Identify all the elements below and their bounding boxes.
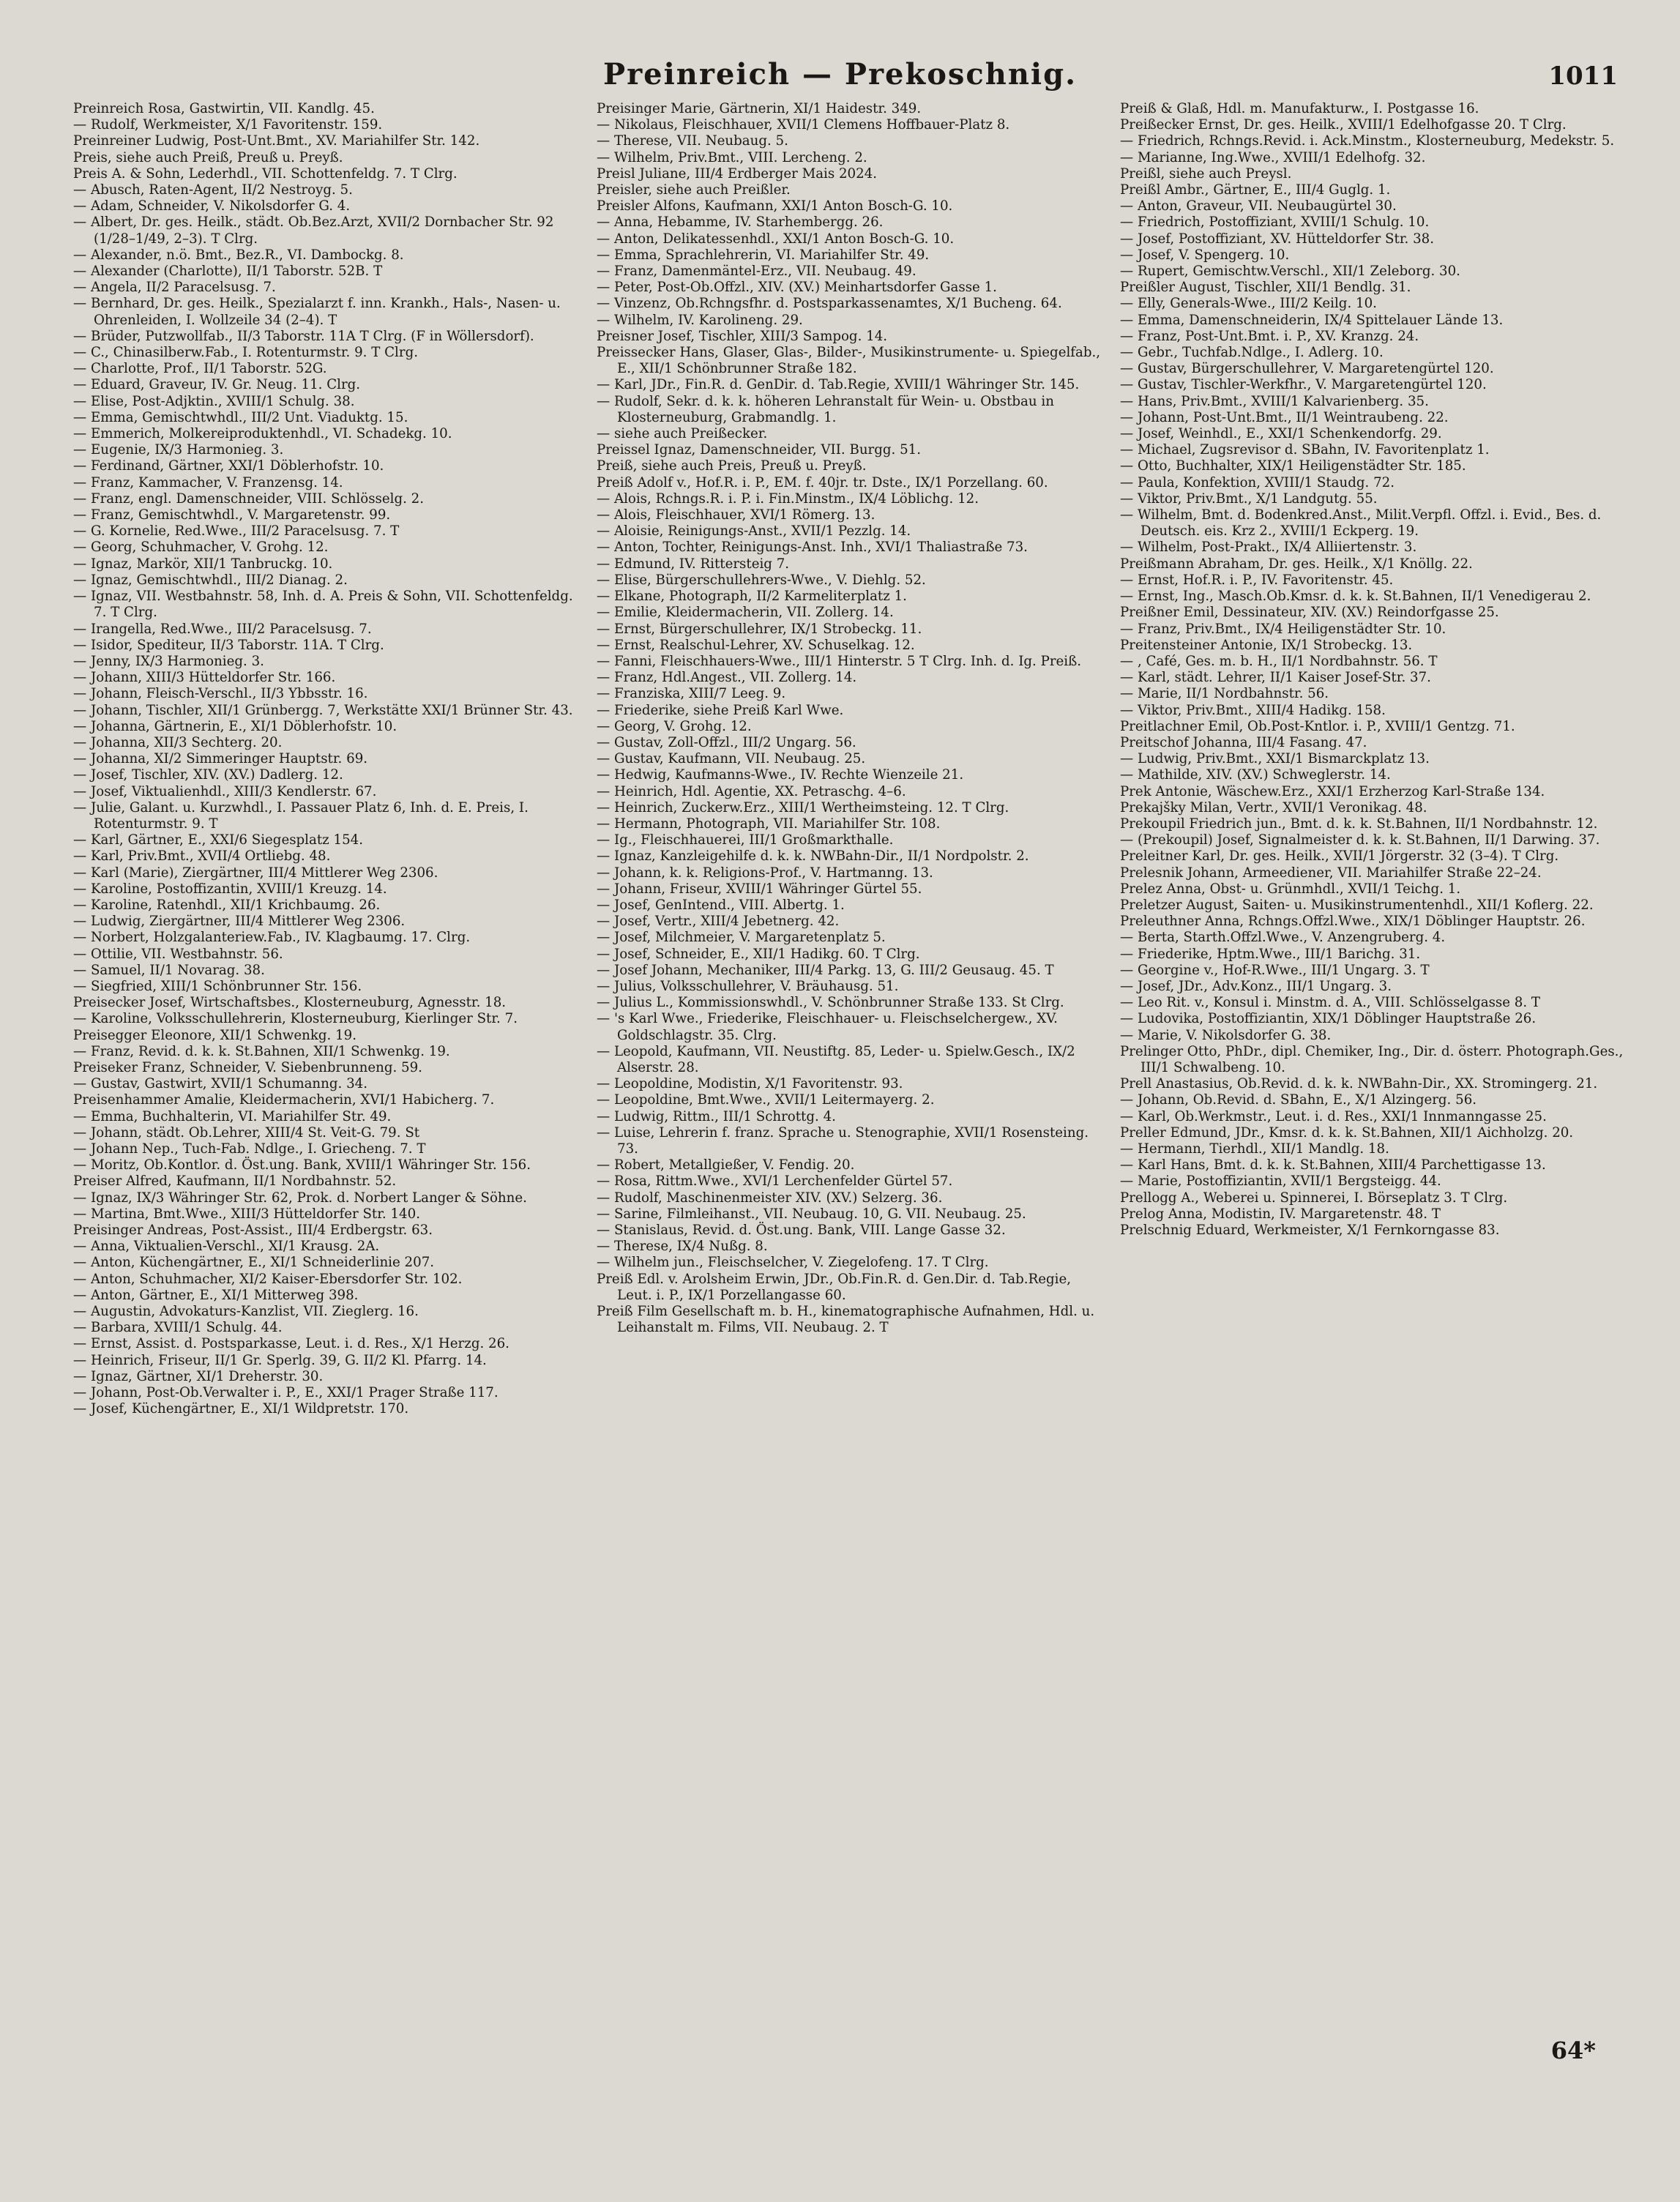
directory-entry: — Franz, Gemischtwhdl., V. Margaretenstr. 99. xyxy=(73,507,391,523)
directory-entry: — Edmund, IV. Rittersteig 7. xyxy=(597,556,790,572)
directory-entry: — Brüder, Putzwollfab., II/3 Taborstr. 11A T Clrg. (F in Wöllersdorf). xyxy=(73,328,534,344)
directory-entry: — Johann, Fleisch-Verschl., II/3 Ybbsstr. 16. xyxy=(73,686,368,702)
directory-entry: — Michael, Zugsrevisor d. SBahn, IV. Favoritenplatz 1. xyxy=(1120,442,1490,458)
directory-entry: — Franz, Damenmäntel-Erz., VII. Neubaug. 49. xyxy=(597,264,916,280)
directory-entry: — Ignaz, Kanzleigehilfe d. k. k. NWBahn-Dir., II/1 Nordpolstr. 2. xyxy=(597,848,1029,865)
directory-entry: Preiß Adolf v., Hof.R. i. P., EM. f. 40jr. tr. Dste., IX/1 Porzellang. 60. xyxy=(597,474,1048,490)
directory-entry: — Franz, Post-Unt.Bmt. i. P., XV. Kranzg. 24. xyxy=(1120,328,1419,344)
directory-entry: — Otto, Buchhalter, XIX/1 Heiligenstädter Str. 185. xyxy=(1120,458,1466,474)
directory-entry: Preiß Film Gesellschaft m. b. H., kinematographische Aufnahmen, Hdl. u. Leihanstalt m. Films, VII. Neubaug. 2. T xyxy=(597,1304,1095,1336)
directory-entry: — Johann, k. k. Religions-Prof., V. Hartmanng. 13. xyxy=(597,865,933,881)
directory-entry: — Karoline, Volksschullehrerin, Klosterneuburg, Kierlinger Str. 7. xyxy=(73,1011,518,1027)
directory-entry: Prell Anastasius, Ob.Revid. d. k. k. NWBahn-Dir., XX. Stromingerg. 21. xyxy=(1120,1076,1598,1092)
directory-entry: — Fanni, Fleischhauers-Wwe., III/1 Hinterstr. 5 T Clrg. Inh. d. Ig. Preiß. xyxy=(597,653,1082,669)
directory-entry: Preisinger Marie, Gärtnerin, XI/1 Haidestr. 349. xyxy=(597,101,922,116)
directory-entry: — Karoline, Ratenhdl., XII/1 Krichbaumg. 26. xyxy=(73,897,381,913)
directory-entry: — Franz, Revid. d. k. k. St.Bahnen, XII/1 Schwenkg. 19. xyxy=(73,1043,450,1059)
directory-entry: Preißecker Ernst, Dr. ges. Heilk., XVIII/1 Edelhofgasse 20. T Clrg. xyxy=(1120,117,1567,133)
directory-entry: — Anton, Delikatessenhdl., XXI/1 Anton Bosch-G. 10. xyxy=(597,231,955,247)
directory-entry: — Rupert, Gemischtw.Verschl., XII/1 Zeleborg. 30. xyxy=(1120,264,1460,280)
directory-entry: — G. Kornelie, Red.Wwe., III/2 Paracelsusg. 7. T xyxy=(73,523,400,540)
directory-entry: — Elise, Post-Adjktin., XVIII/1 Schulg. 38. xyxy=(73,393,355,409)
directory-entry: — Charlotte, Prof., II/1 Taborstr. 52G. xyxy=(73,361,327,377)
directory-entry: Preißl, siehe auch Preysl. xyxy=(1120,165,1292,182)
directory-entry: Preiser Alfred, Kaufmann, II/1 Nordbahnstr. 52. xyxy=(73,1173,397,1190)
directory-entry: — Josef, GenIntend., VIII. Albertg. 1. xyxy=(597,897,845,913)
directory-entry: Preleuthner Anna, Rchngs.Offzl.Wwe., XIX/1 Döblinger Hauptstr. 26. xyxy=(1120,914,1586,930)
directory-entry: — Johanna, XII/3 Sechterg. 20. xyxy=(73,734,283,750)
directory-entry: Preitlachner Emil, Ob.Post-Kntlor. i. P., XVIII/1 Gentzg. 71. xyxy=(1120,718,1515,734)
directory-entry: — Emma, Gemischtwhdl., III/2 Unt. Viaduktg. 15. xyxy=(73,409,408,425)
directory-entry: — Elly, Generals-Wwe., III/2 Keilg. 10. xyxy=(1120,296,1377,312)
directory-entry: Preinreiner Ludwig, Post-Unt.Bmt., XV. Mariahilfer Str. 142. xyxy=(73,133,480,149)
directory-entry: — Friedrich, Postoffiziant, XVIII/1 Schulg. 10. xyxy=(1120,214,1430,231)
directory-entry: — Julie, Galant. u. Kurzwhdl., I. Passauer Platz 6, Inh. d. E. Preis, I. Rotenturmstr. 9. T xyxy=(73,799,529,832)
directory-entry: — Ig., Fleischhauerei, III/1 Großmarkthalle. xyxy=(597,832,894,848)
directory-entry: — Eduard, Graveur, IV. Gr. Neug. 11. Clrg. xyxy=(73,377,361,393)
directory-entry: — Julius, Volksschullehrer, V. Bräuhausg. 51. xyxy=(597,978,899,994)
directory-entry: — , Café, Ges. m. b. H., II/1 Nordbahnstr. 56. T xyxy=(1120,653,1438,669)
column-right xyxy=(1120,101,1625,2048)
directory-entry: — Martina, Bmt.Wwe., XIII/3 Hütteldorfer Str. 140. xyxy=(73,1206,420,1222)
directory-entry: — Eugenie, IX/3 Harmonieg. 3. xyxy=(73,442,284,458)
directory-entry: Prekoupil Friedrich jun., Bmt. d. k. k. St.Bahnen, II/1 Nordbahnstr. 12. xyxy=(1120,816,1598,832)
directory-entry: — Ferdinand, Gärtner, XXI/1 Döblerhofstr. 10. xyxy=(73,458,384,474)
directory-entry: — Ernst, Hof.R. i. P., IV. Favoritenstr. 45. xyxy=(1120,572,1394,588)
directory-entry: — Bernhard, Dr. ges. Heilk., Spezialarzt f. inn. Krankh., Hals-, Nasen- u. Ohrenleiden, I. Wollzeile 34 (2–4). T xyxy=(73,296,561,328)
directory-entry: — Josef, Schneider, E., XII/1 Hadikg. 60. T Clrg. xyxy=(597,946,920,962)
directory-entry: — Franz, Priv.Bmt., IX/4 Heiligenstädter Str. 10. xyxy=(1120,621,1446,637)
directory-entry: Prelez Anna, Obst- u. Grünmhdl., XVII/1 Teichg. 1. xyxy=(1120,881,1461,897)
directory-entry: — Josef, Tischler, XIV. (XV.) Dadlerg. 12. xyxy=(73,767,343,783)
directory-entry: Preisinger Andreas, Post-Assist., III/4 Erdbergstr. 63. xyxy=(73,1223,433,1239)
directory-entry: — Ludwig, Ziergärtner, III/4 Mittlerer Weg 2306. xyxy=(73,914,406,930)
directory-entry: — Alois, Rchngs.R. i. P. i. Fin.Minstm., IX/4 Löblichg. 12. xyxy=(597,490,979,507)
directory-entry: — Julius L., Kommissionswhdl., V. Schönbrunner Straße 133. St Clrg. xyxy=(597,995,1064,1011)
directory-entry: — Hedwig, Kaufmanns-Wwe., IV. Rechte Wienzeile 21. xyxy=(597,767,964,783)
directory-entry: Preinreich Rosa, Gastwirtin, VII. Kandlg. 45. xyxy=(73,101,375,116)
directory-entry: — Ludwig, Rittm., III/1 Schrottg. 4. xyxy=(597,1108,836,1124)
directory-entry: Preleitner Karl, Dr. ges. Heilk., XVII/1 Jörgerstr. 32 (3–4). T Clrg. xyxy=(1120,848,1559,865)
directory-entry: — (Prekoupil) Josef, Signalmeister d. k. k. St.Bahnen, II/1 Darwing. 37. xyxy=(1120,832,1600,848)
directory-entry: — Johann, Post-Ob.Verwalter i. P., E., XXI/1 Prager Straße 117. xyxy=(73,1385,499,1401)
directory-entry: — Augustin, Advokaturs-Kanzlist, VII. Zieglerg. 16. xyxy=(73,1304,419,1320)
directory-entry: — Johann, städt. Ob.Lehrer, XIII/4 St. Veit-G. 79. St xyxy=(73,1124,420,1141)
directory-entry: — Marie, II/1 Nordbahnstr. 56. xyxy=(1120,686,1329,702)
directory-entry: — Franz, Hdl.Angest., VII. Zollerg. 14. xyxy=(597,670,857,686)
page-number: 1011 xyxy=(1548,61,1618,91)
directory-entry: — Leopoldine, Bmt.Wwe., XVII/1 Leitermayerg. 2. xyxy=(597,1092,935,1108)
directory-entry: — Georg, Schuhmacher, V. Grohg. 12. xyxy=(73,540,329,556)
directory-entry: — Johann Nep., Tuch-Fab. Ndlge., I. Griecheng. 7. T xyxy=(73,1141,426,1157)
directory-entry: — Stanislaus, Revid. d. Öst.ung. Bank, VIII. Lange Gasse 32. xyxy=(597,1223,1006,1239)
directory-entry: — Gustav, Bürgerschullehrer, V. Margaretengürtel 120. xyxy=(1120,361,1494,377)
directory-entry: — Aloisie, Reinigungs-Anst., XVII/1 Pezzlg. 14. xyxy=(597,523,911,540)
directory-entry: — Marianne, Ing.Wwe., XVIII/1 Edelhofg. 32. xyxy=(1120,149,1426,165)
directory-entry: — Karl, JDr., Fin.R. d. GenDir. d. Tab.Regie, XVIII/1 Währinger Str. 145. xyxy=(597,377,1080,393)
directory-entry: — Heinrich, Hdl. Agentie, XX. Petraschg. 4–6. xyxy=(597,783,906,799)
directory-entry: — Emma, Buchhalterin, VI. Mariahilfer Str. 49. xyxy=(73,1108,392,1124)
directory-entry: Preletzer August, Saiten- u. Musikinstrumentenhdl., XII/1 Koflerg. 22. xyxy=(1120,897,1594,913)
directory-entry: — Karoline, Postoffizantin, XVIII/1 Kreuzg. 14. xyxy=(73,881,387,897)
directory-entry: Preißner Emil, Dessinateur, XIV. (XV.) Reindorfgasse 25. xyxy=(1120,605,1499,621)
directory-entry: Preitschof Johanna, III/4 Fasang. 47. xyxy=(1120,734,1367,750)
directory-columns xyxy=(73,101,1625,2048)
directory-entry: Preis, siehe auch Preiß, Preuß u. Preyß. xyxy=(73,149,343,165)
directory-entry: — Nikolaus, Fleischhauer, XVII/1 Clemens Hoffbauer-Platz 8. xyxy=(597,117,1010,133)
column-middle xyxy=(597,101,1102,2048)
directory-entry: Prelschnig Eduard, Werkmeister, X/1 Fernkorngasse 83. xyxy=(1120,1223,1500,1239)
directory-entry: — Georgine v., Hof-R.Wwe., III/1 Ungarg. 3. T xyxy=(1120,962,1430,978)
directory-entry: — Luise, Lehrerin f. franz. Sprache u. Stenographie, XVII/1 Rosensteing. 73. xyxy=(597,1124,1089,1157)
directory-entry: — Alexander (Charlotte), II/1 Taborstr. 52B. T xyxy=(73,264,383,280)
directory-entry: — Peter, Post-Ob.Offzl., XIV. (XV.) Meinhartsdorfer Gasse 1. xyxy=(597,280,997,296)
directory-entry: — Friederike, Hptm.Wwe., III/1 Barichg. 31. xyxy=(1120,946,1421,962)
directory-entry: — Viktor, Priv.Bmt., XIII/4 Hadikg. 158. xyxy=(1120,702,1386,718)
directory-entry: Preiß, siehe auch Preis, Preuß u. Preyß. xyxy=(597,458,867,474)
directory-entry: — Rosa, Rittm.Wwe., XVI/1 Lerchenfelder Gürtel 57. xyxy=(597,1173,953,1190)
directory-entry: Prelesnik Johann, Armeediener, VII. Mariahilfer Straße 22–24. xyxy=(1120,865,1542,881)
directory-entry: — Emma, Sprachlehrerin, VI. Mariahilfer Str. 49. xyxy=(597,247,930,263)
directory-entry: — Josef, Küchengärtner, E., XI/1 Wildpretstr. 170. xyxy=(73,1401,409,1417)
directory-entry: — Wilhelm, Priv.Bmt., VIII. Lercheng. 2. xyxy=(597,149,867,165)
directory-entry: — Anna, Viktualien-Verschl., XI/1 Krausg. 2A. xyxy=(73,1239,380,1255)
directory-entry: — Rudolf, Maschinenmeister XIV. (XV.) Selzerg. 36. xyxy=(597,1190,943,1206)
directory-entry: — Rudolf, Sekr. d. k. k. höheren Lehranstalt für Wein- u. Obstbau in Klosterneuburg, Grabmandlg. 1. xyxy=(597,393,1054,425)
directory-entry: — Anton, Gärtner, E., XI/1 Mitterweg 398. xyxy=(73,1287,359,1303)
directory-entry: — Gustav, Tischler-Werkfhr., V. Margaretengürtel 120. xyxy=(1120,377,1487,393)
directory-entry: — Franziska, XIII/7 Leeg. 9. xyxy=(597,686,786,702)
directory-entry: — Hermann, Tierhdl., XII/1 Mandlg. 18. xyxy=(1120,1141,1389,1157)
directory-entry: — Heinrich, Zuckerw.Erz., XIII/1 Wertheimsteing. 12. T Clrg. xyxy=(597,799,1009,816)
directory-entry: Prellogg A., Weberei u. Spinnerei, I. Börseplatz 3. T Clrg. xyxy=(1120,1190,1508,1206)
directory-entry: — Leopoldine, Modistin, X/1 Favoritenstr. 93. xyxy=(597,1076,903,1092)
directory-entry: — Josef, Weinhdl., E., XXI/1 Schenkendorfg. 29. xyxy=(1120,426,1442,442)
directory-entry: — Heinrich, Friseur, II/1 Gr. Sperlg. 39, G. II/2 Kl. Pfarrg. 14. xyxy=(73,1352,487,1368)
directory-entry: Preisler Alfons, Kaufmann, XXI/1 Anton Bosch-G. 10. xyxy=(597,198,953,214)
directory-entry: — Johann, Friseur, XVIII/1 Währinger Gürtel 55. xyxy=(597,881,922,897)
directory-entry: — Ernst, Assist. d. Postsparkasse, Leut. i. d. Res., X/1 Herzg. 26. xyxy=(73,1336,509,1352)
directory-entry: — Ignaz, Gemischtwhdl., III/2 Dianag. 2. xyxy=(73,572,348,588)
directory-entry: — Ludwig, Priv.Bmt., XXI/1 Bismarckplatz 13. xyxy=(1120,751,1430,767)
directory-entry: — Alois, Fleischhauer, XVI/1 Römerg. 13. xyxy=(597,507,876,523)
directory-entry: — Ernst, Ing., Masch.Ob.Kmsr. d. k. k. St.Bahnen, II/1 Venedigerau 2. xyxy=(1120,589,1591,605)
directory-entry: — Berta, Starth.Offzl.Wwe., V. Anzengruberg. 4. xyxy=(1120,930,1446,946)
directory-entry: — Therese, IX/4 Nußg. 8. xyxy=(597,1239,768,1255)
directory-entry: — Ignaz, VII. Westbahnstr. 58, Inh. d. A. Preis & Sohn, VII. Schottenfeldg. 7. T Clrg. xyxy=(73,589,573,621)
directory-entry: — Marie, Postoffiziantin, XVII/1 Bergsteigg. 44. xyxy=(1120,1173,1441,1190)
directory-entry: — Wilhelm, Post-Prakt., IX/4 Alliiertenstr. 3. xyxy=(1120,540,1417,556)
directory-entry: Preisler, siehe auch Preißler. xyxy=(597,182,791,198)
directory-entry: — Siegfried, XIII/1 Schönbrunner Str. 156. xyxy=(73,978,362,994)
directory-entry: — Ernst, Realschul-Lehrer, XV. Schuselkag. 12. xyxy=(597,637,915,653)
directory-entry: — Gustav, Kaufmann, VII. Neubaug. 25. xyxy=(597,751,866,767)
directory-entry: — Barbara, XVIII/1 Schulg. 44. xyxy=(73,1320,283,1336)
directory-entry: — Franz, Kammacher, V. Franzensg. 14. xyxy=(73,474,343,490)
page-header xyxy=(0,57,1680,101)
directory-entry: — Isidor, Spediteur, II/3 Taborstr. 11A. T Clrg. xyxy=(73,637,384,653)
directory-entry: — Angela, II/2 Paracelsusg. 7. xyxy=(73,280,276,296)
directory-entry: — siehe auch Preißecker. xyxy=(597,426,768,442)
directory-entry: Preissecker Hans, Glaser, Glas-, Bilder-, Musikinstrumente- u. Spiegelfab., E., XII/1 Schönbrunner Straße 182. xyxy=(597,345,1101,377)
directory-entry: — Abusch, Raten-Agent, II/2 Nestroyg. 5. xyxy=(73,182,353,198)
page-title: Preinreich — Prekoschnig. xyxy=(602,57,1077,92)
directory-entry: — Anton, Schuhmacher, XI/2 Kaiser-Ebersdorfer Str. 102. xyxy=(73,1271,463,1287)
directory-entry: Preißl Ambr., Gärtner, E., III/4 Guglg. 1. xyxy=(1120,182,1391,198)
directory-entry: — Josef Johann, Mechaniker, III/4 Parkg. 13, G. III/2 Geusaug. 45. T xyxy=(597,962,1054,978)
directory-entry: — Leopold, Kaufmann, VII. Neustiftg. 85, Leder- u. Spielw.Gesch., IX/2 Alserstr. 28. xyxy=(597,1043,1075,1075)
directory-entry: Preitensteiner Antonie, IX/1 Strobeckg. 13. xyxy=(1120,637,1413,653)
directory-entry: — Josef, Milchmeier, V. Margaretenplatz 5. xyxy=(597,930,886,946)
directory-entry: — Josef, JDr., Adv.Konz., III/1 Ungarg. 3. xyxy=(1120,978,1392,994)
directory-entry: — Vinzenz, Ob.Rchngsfhr. d. Postsparkassenamtes, X/1 Bucheng. 64. xyxy=(597,296,1062,312)
directory-entry: — C., Chinasilberw.Fab., I. Rotenturmstr. 9. T Clrg. xyxy=(73,345,418,361)
sheet-mark: 64* xyxy=(1550,2037,1596,2064)
directory-entry: — Karl, städt. Lehrer, II/1 Kaiser Josef-Str. 37. xyxy=(1120,670,1431,686)
directory-entry: Preisenhammer Amalie, Kleidermacherin, XVI/1 Habicherg. 7. xyxy=(73,1092,495,1108)
directory-entry: Preisner Josef, Tischler, XIII/3 Sampog. 14. xyxy=(597,328,888,344)
directory-entry: — Viktor, Priv.Bmt., X/1 Landgutg. 55. xyxy=(1120,490,1378,507)
directory-entry: — Emmerich, Molkereiproduktenhdl., VI. Schadekg. 10. xyxy=(73,426,452,442)
directory-entry: Prelinger Otto, PhDr., dipl. Chemiker, Ing., Dir. d. österr. Photograph.Ges., III/1 Schwalbeng. 10. xyxy=(1120,1043,1624,1075)
directory-entry: — Anton, Graveur, VII. Neubaugürtel 30. xyxy=(1120,198,1397,214)
directory-entry: — Gustav, Gastwirt, XVII/1 Schumanng. 34. xyxy=(73,1076,367,1092)
directory-entry: — Marie, V. Nikolsdorfer G. 38. xyxy=(1120,1027,1332,1043)
directory-entry: — Wilhelm jun., Fleischselcher, V. Ziegelofeng. 17. T Clrg. xyxy=(597,1255,989,1271)
directory-entry: — Josef, Postoffiziant, XV. Hütteldorfer Str. 38. xyxy=(1120,231,1435,247)
directory-entry: — Johann, Post-Unt.Bmt., II/1 Weintraubeng. 22. xyxy=(1120,409,1449,425)
directory-entry: — Karl, Ob.Werkmstr., Leut. i. d. Res., XXI/1 Innmanngasse 25. xyxy=(1120,1108,1547,1124)
directory-entry: — Paula, Konfektion, XVIII/1 Staudg. 72. xyxy=(1120,474,1395,490)
directory-entry: Prelog Anna, Modistin, IV. Margaretenstr. 48. T xyxy=(1120,1206,1441,1222)
directory-entry: — Ignaz, IX/3 Währinger Str. 62, Prok. d. Norbert Langer & Söhne. xyxy=(73,1190,527,1206)
directory-entry: — Karl Hans, Bmt. d. k. k. St.Bahnen, XIII/4 Parchettigasse 13. xyxy=(1120,1157,1546,1173)
directory-entry: Preisegger Eleonore, XII/1 Schwenkg. 19. xyxy=(73,1027,356,1043)
directory-entry: — Ignaz, Gärtner, XI/1 Dreherstr. 30. xyxy=(73,1368,324,1384)
column-left xyxy=(73,101,578,2048)
directory-entry: — Georg, V. Grohg. 12. xyxy=(597,718,752,734)
directory-entry: Preisl Juliane, III/4 Erdberger Mais 2024. xyxy=(597,165,878,182)
directory-entry: — Karl, Priv.Bmt., XVII/4 Ortliebg. 48. xyxy=(73,848,331,865)
directory-entry: — Ottilie, VII. Westbahnstr. 56. xyxy=(73,946,283,962)
directory-entry: Preiß & Glaß, Hdl. m. Manufakturw., I. Postgasse 16. xyxy=(1120,101,1479,116)
directory-entry: — Josef, Vertr., XIII/4 Jebetnerg. 42. xyxy=(597,914,840,930)
directory-entry: — Karl (Marie), Ziergärtner, III/4 Mittlerer Weg 2306. xyxy=(73,865,438,881)
directory-entry: Prekajšky Milan, Vertr., XVII/1 Veronikag. 48. xyxy=(1120,799,1427,816)
directory-entry: — Albert, Dr. ges. Heilk., städt. Ob.Bez.Arzt, XVII/2 Dornbacher Str. 92 (1/28–1/49, 2–3). T Clrg. xyxy=(73,214,554,247)
directory-entry: Preißler August, Tischler, XII/1 Bendlg. 31. xyxy=(1120,280,1411,296)
directory-entry: — Hans, Priv.Bmt., XVIII/1 Kalvarienberg. 35. xyxy=(1120,393,1429,409)
directory-entry: — Ludovika, Postoffiziantin, XIX/1 Döblinger Hauptstraße 26. xyxy=(1120,1011,1537,1027)
directory-entry: Preller Edmund, JDr., Kmsr. d. k. k. St.Bahnen, XII/1 Aichholzg. 20. xyxy=(1120,1124,1574,1141)
directory-entry: — 's Karl Wwe., Friederike, Fleischhauer- u. Fleischselchergew., XV. Goldschlagstr. 35. Clrg. xyxy=(597,1011,1058,1043)
directory-entry: — Anton, Küchengärtner, E., XI/1 Schneiderlinie 207. xyxy=(73,1255,435,1271)
directory-entry: — Ignaz, Markör, XII/1 Tanbruckg. 10. xyxy=(73,556,333,572)
directory-entry: — Therese, VII. Neubaug. 5. xyxy=(597,133,788,149)
directory-entry: — Adam, Schneider, V. Nikolsdorfer G. 4. xyxy=(73,198,351,214)
directory-entry: — Johann, Ob.Revid. d. SBahn, E., X/1 Alzingerg. 56. xyxy=(1120,1092,1477,1108)
directory-entry: — Sarine, Filmleihanst., VII. Neubaug. 10, G. VII. Neubaug. 25. xyxy=(597,1206,1026,1222)
directory-entry: Prek Antonie, Wäschew.Erz., XXI/1 Erzherzog Karl-Straße 134. xyxy=(1120,783,1545,799)
directory-entry: — Mathilde, XIV. (XV.) Schweglerstr. 14. xyxy=(1120,767,1391,783)
directory-entry: Preis A. & Sohn, Lederhdl., VII. Schottenfeldg. 7. T Clrg. xyxy=(73,165,458,182)
directory-entry: Preiß Edl. v. Arolsheim Erwin, JDr., Ob.Fin.R. d. Gen.Dir. d. Tab.Regie, Leut. i. P., IX/1 Porzellangasse 60. xyxy=(597,1271,1072,1303)
directory-entry: — Josef, Viktualienhdl., XIII/3 Kendlerstr. 67. xyxy=(73,783,377,799)
directory-entry: — Anna, Hebamme, IV. Starhembergg. 26. xyxy=(597,214,884,231)
directory-entry: — Moritz, Ob.Kontlor. d. Öst.ung. Bank, XVIII/1 Währinger Str. 156. xyxy=(73,1157,531,1173)
directory-entry: — Wilhelm, Bmt. d. Bodenkred.Anst., Milit.Verpfl. Offzl. i. Evid., Bes. d. Deutsch. eis. Krz 2., XVIII/1 Eckperg. 19. xyxy=(1120,507,1602,540)
directory-entry: — Leo Rit. v., Konsul i. Minstm. d. A., VIII. Schlösselgasse 8. T xyxy=(1120,995,1541,1011)
directory-entry: Preiseker Franz, Schneider, V. Siebenbrunneng. 59. xyxy=(73,1059,422,1075)
directory-entry: — Gebr., Tuchfab.Ndlge., I. Adlerg. 10. xyxy=(1120,345,1384,361)
directory-entry: — Karl, Gärtner, E., XXI/6 Siegesplatz 154. xyxy=(73,832,364,848)
directory-entry: — Johann, XIII/3 Hütteldorfer Str. 166. xyxy=(73,670,336,686)
directory-entry: — Robert, Metallgießer, V. Fendig. 20. xyxy=(597,1157,855,1173)
directory-entry: Preisecker Josef, Wirtschaftsbes., Klosterneuburg, Agnesstr. 18. xyxy=(73,995,507,1011)
directory-entry: — Wilhelm, IV. Karolineng. 29. xyxy=(597,312,803,328)
directory-entry: Preißmann Abraham, Dr. ges. Heilk., X/1 Knöllg. 22. xyxy=(1120,556,1473,572)
directory-entry: — Emilie, Kleidermacherin, VII. Zollerg. 14. xyxy=(597,605,894,621)
directory-entry: — Anton, Tochter, Reinigungs-Anst. Inh., XVI/1 Thaliastraße 73. xyxy=(597,540,1028,556)
directory-entry: — Johann, Tischler, XII/1 Grünbergg. 7, Werkstätte XXI/1 Brünner Str. 43. xyxy=(73,702,573,718)
directory-entry: — Friederike, siehe Preiß Karl Wwe. xyxy=(597,702,844,718)
directory-entry: — Gustav, Zoll-Offzl., III/2 Ungarg. 56. xyxy=(597,734,856,750)
directory-entry: — Johanna, Gärtnerin, E., XI/1 Döblerhofstr. 10. xyxy=(73,718,397,734)
directory-entry: — Norbert, Holzgalanteriew.Fab., IV. Klagbaumg. 17. Clrg. xyxy=(73,930,471,946)
directory-entry: — Franz, engl. Damenschneider, VIII. Schlösselg. 2. xyxy=(73,490,425,507)
directory-entry: — Elise, Bürgerschullehrers-Wwe., V. Diehlg. 52. xyxy=(597,572,926,588)
directory-entry: — Alexander, n.ö. Bmt., Bez.R., VI. Dambockg. 8. xyxy=(73,247,404,263)
directory-entry: — Irangella, Red.Wwe., III/2 Paracelsusg. 7. xyxy=(73,621,372,637)
directory-entry: — Emma, Damenschneiderin, IX/4 Spittelauer Lände 13. xyxy=(1120,312,1504,328)
directory-entry: — Hermann, Photograph, VII. Mariahilfer Str. 108. xyxy=(597,816,941,832)
directory-entry: — Samuel, II/1 Novarag. 38. xyxy=(73,962,265,978)
directory-entry: — Johanna, XI/2 Simmeringer Hauptstr. 69. xyxy=(73,751,368,767)
directory-entry: — Jenny, IX/3 Harmonieg. 3. xyxy=(73,653,264,669)
directory-entry: — Friedrich, Rchngs.Revid. i. Ack.Minstm., Klosterneuburg, Medekstr. 5. xyxy=(1120,133,1615,149)
directory-entry: — Elkane, Photograph, II/2 Karmeliterplatz 1. xyxy=(597,589,907,605)
directory-entry: Preissel Ignaz, Damenschneider, VII. Burgg. 51. xyxy=(597,442,922,458)
directory-entry: — Josef, V. Spengerg. 10. xyxy=(1120,247,1290,263)
directory-entry: — Ernst, Bürgerschullehrer, IX/1 Strobeckg. 11. xyxy=(597,621,922,637)
directory-entry: — Rudolf, Werkmeister, X/1 Favoritenstr. 159. xyxy=(73,117,383,133)
